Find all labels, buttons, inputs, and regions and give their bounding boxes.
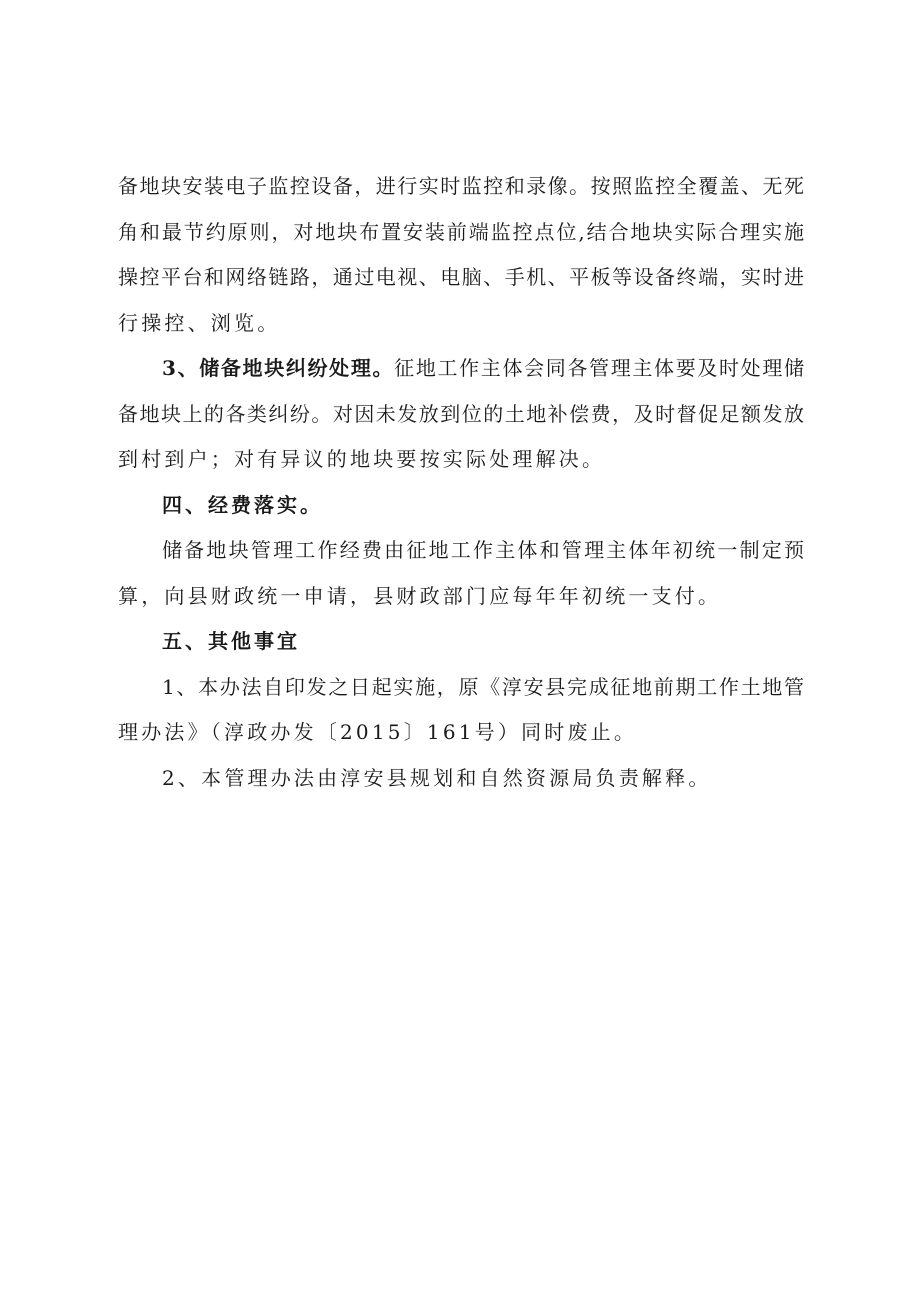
- paragraph-line: 备地块安装电子监控设备，进行实时监控和录像。按照监控全覆盖、无死: [118, 174, 804, 198]
- paragraph-line: 理办法》（淳政办发〔2015〕161号）同时废止。: [118, 720, 638, 744]
- paragraph-line: 2、本管理办法由淳安县规划和自然资源局负责解释。: [162, 765, 712, 790]
- item-3-text: 征地工作主体会同各管理主体要及时处理储: [394, 356, 804, 380]
- paragraph-line: 算，向县财政统一申请，县财政部门应每年年初统一支付。: [118, 583, 722, 608]
- paragraph-line: 储备地块管理工作经费由征地工作主体和管理主体年初统一制定预: [162, 538, 804, 562]
- paragraph-line: 到村到户；对有异议的地块要按实际处理解决。: [118, 447, 606, 471]
- item-3-first-line: [118, 346, 804, 392]
- item-3-heading: 3、储备地块纠纷处理。: [162, 356, 395, 380]
- document-body: [118, 164, 804, 801]
- paragraph-line: 行操控、浏览。: [118, 310, 281, 335]
- paragraph-line: 操控平台和网络链路，通过电视、电脑、手机、平板等设备终端，实时进: [118, 265, 804, 289]
- paragraph-line: 备地块上的各类纠纷。对因未发放到位的土地补偿费，及时督促足额发放: [118, 401, 804, 426]
- section-4-heading: 四、经费落实。: [162, 492, 323, 517]
- paragraph-line: 1、本办法自印发之日起实施，原《淳安县完成征地前期工作土地管: [162, 674, 804, 699]
- section-5-heading: 五、其他事宜: [162, 629, 300, 653]
- paragraph-line: 角和最节约原则，对地块布置安装前端监控点位,结合地块实际合理实施: [118, 219, 804, 244]
